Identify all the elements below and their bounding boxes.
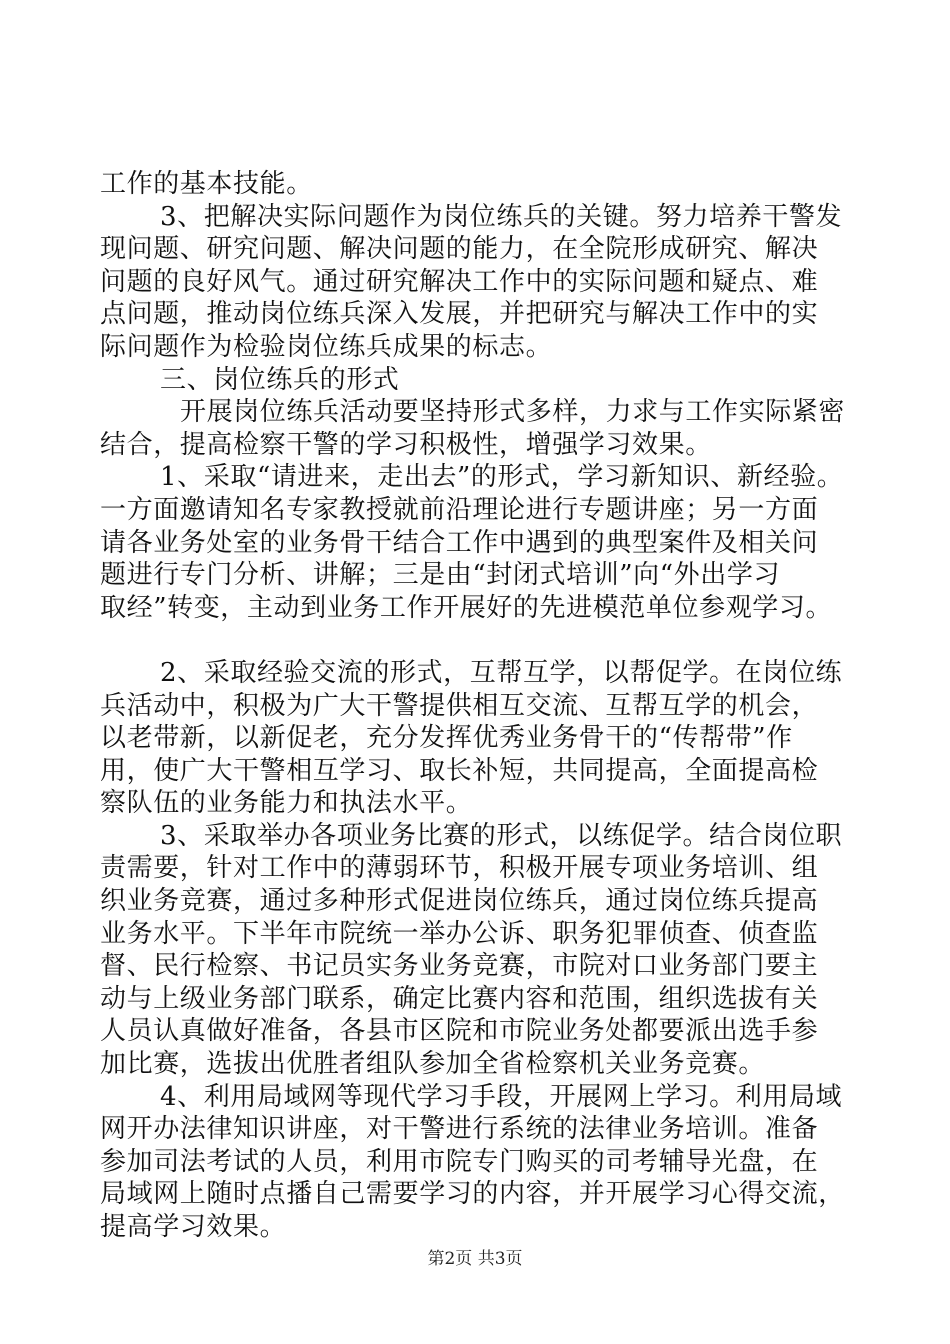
- document-body: [100, 168, 852, 1244]
- text-line: 开展岗位练兵活动要坚持形式多样，力求与工作实际紧密: [180, 397, 846, 428]
- text-line: 察队伍的业务能力和执法水平。: [100, 788, 473, 819]
- text-line: 责需要，针对工作中的薄弱环节，积极开展专项业务培训、组: [100, 853, 819, 884]
- text-line: 动与上级业务部门联系，确定比赛内容和范围，组织选拔有关: [100, 983, 819, 1014]
- text-line: 取经”转变，主动到业务工作开展好的先进模范单位参观学习。: [100, 592, 833, 623]
- text-line: 一方面邀请知名专家教授就前沿理论进行专题讲座；另一方面: [100, 494, 819, 525]
- text-line: 结合，提高检察干警的学习积极性，增强学习效果。: [100, 429, 712, 460]
- text-line: 3、把解决实际问题作为岗位练兵的关键。努力培养干警发: [160, 201, 843, 232]
- section-heading: 三、岗位练兵的形式: [160, 364, 400, 395]
- text-line: 2、采取经验交流的形式，互帮互学，以帮促学。在岗位练: [160, 657, 843, 688]
- page-footer: 第2页 共3页: [427, 1249, 523, 1269]
- text-line: 用，使广大干警相互学习、取长补短，共同提高，全面提高检: [100, 755, 819, 786]
- text-line: 1、采取“请进来，走出去”的形式，学习新知识、新经验。: [160, 462, 844, 493]
- text-line: 网开办法律知识讲座，对干警进行系统的法律业务培训。准备: [100, 1114, 819, 1145]
- text-line: 现问题、研究问题、解决问题的能力，在全院形成研究、解决: [100, 234, 819, 265]
- text-line: 点问题，推动岗位练兵深入发展，并把研究与解决工作中的实: [100, 299, 819, 330]
- text-line: 以老带新，以新促老，充分发挥优秀业务骨干的“传帮带”作: [100, 723, 793, 754]
- text-line: 题进行专门分析、讲解；三是由“封闭式培训”向“外出学习: [100, 560, 781, 591]
- text-line: 兵活动中，积极为广大干警提供相互交流、互帮互学的机会，: [100, 690, 819, 721]
- text-line: 问题的良好风气。通过研究解决工作中的实际问题和疑点、难: [100, 266, 819, 297]
- text-line: 织业务竞赛，通过多种形式促进岗位练兵，通过岗位练兵提高: [100, 886, 819, 917]
- text-line: 工作的基本技能。: [100, 169, 313, 199]
- text-line: 参加司法考试的人员，利用市院专门购买的司考辅导光盘，在: [100, 1146, 819, 1177]
- text-line: 业务水平。下半年市院统一举办公诉、职务犯罪侦查、侦查监: [100, 918, 819, 949]
- text-line: 局域网上随时点播自己需要学习的内容，并开展学习心得交流，: [100, 1179, 845, 1210]
- text-line: 4、利用局域网等现代学习手段，开展网上学习。利用局域: [160, 1081, 843, 1112]
- text-line: 人员认真做好准备，各县市区院和市院业务处都要派出选手参: [100, 1016, 819, 1047]
- blank-line: [100, 624, 852, 657]
- text-line: 提高学习效果。: [100, 1212, 287, 1242]
- text-line: 3、采取举办各项业务比赛的形式，以练促学。结合岗位职: [160, 820, 843, 851]
- text-line: 请各业务处室的业务骨干结合工作中遇到的典型案件及相关问: [100, 527, 819, 558]
- text-line: 督、民行检察、书记员实务业务竞赛，市院对口业务部门要主: [100, 951, 819, 982]
- text-line: 际问题作为检验岗位练兵成果的标志。: [100, 331, 553, 362]
- text-line: 加比赛，选拔出优胜者组队参加全省检察机关业务竞赛。: [100, 1049, 766, 1080]
